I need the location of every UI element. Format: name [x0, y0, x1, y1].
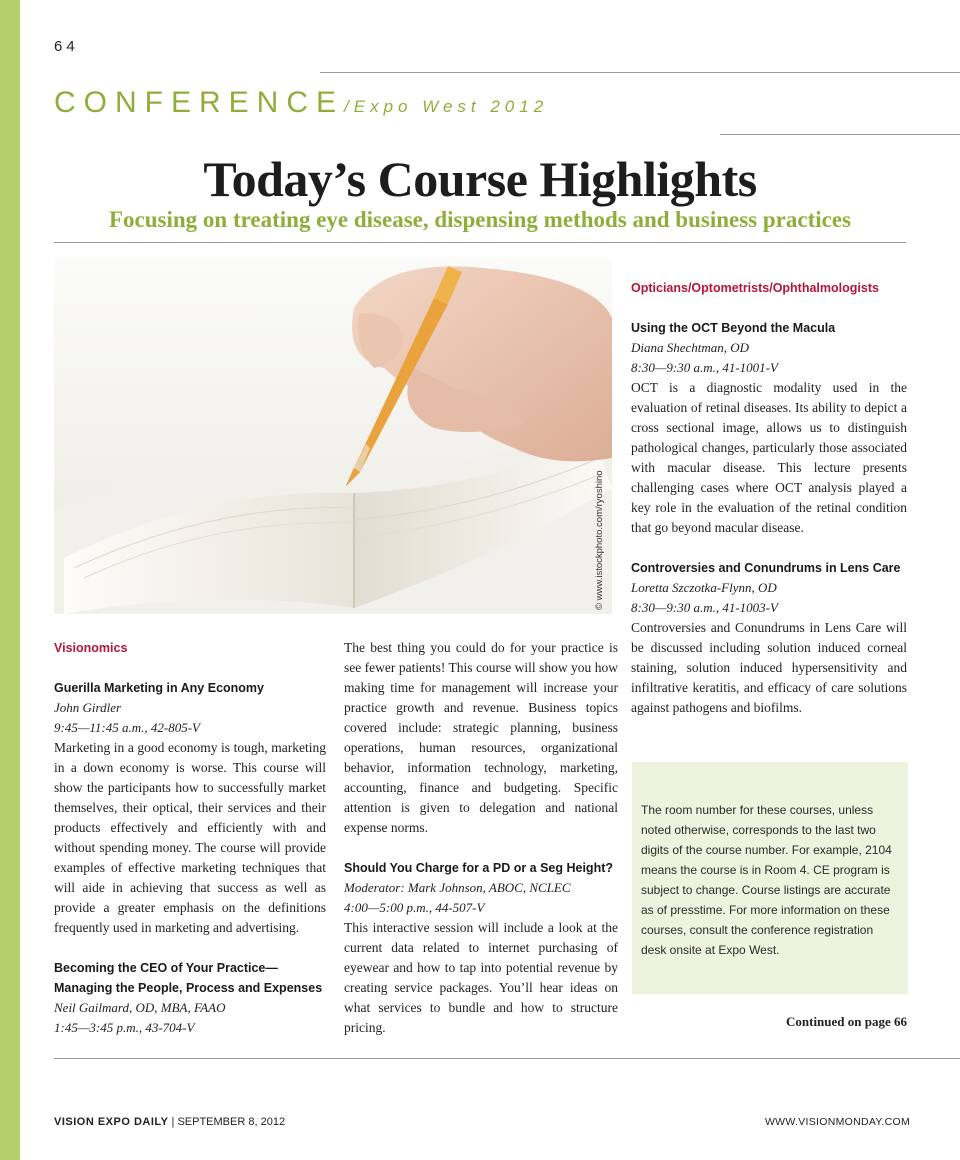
- footer-website: WWW.VISIONMONDAY.COM: [764, 1116, 910, 1128]
- course-author: Diana Shechtman, OD: [631, 340, 750, 355]
- column-middle: [344, 638, 618, 1038]
- course-author: Moderator: Mark Johnson, ABOC, NCLEC: [344, 880, 571, 895]
- publication-date: SEPTEMBER 8, 2012: [177, 1116, 286, 1128]
- course-description: This interactive session will include a look at the current data related to internet purchasing of eyewear and how to tap into potential revenue by creating service packages. You’ll hear ideas on what services to bundle and how to structure pricing.: [344, 920, 618, 1035]
- page-number: 64: [54, 38, 79, 55]
- course-time: 8:30—9:30 a.m., 41-1001-V: [631, 360, 778, 375]
- photo-credit: [594, 470, 608, 610]
- course-time: 8:30—9:30 a.m., 41-1003-V: [631, 600, 778, 615]
- course-description: OCT is a diagnostic modality used in the evaluation of retinal diseases. Its ability to depict a cross sectional image, allows us to distinguish pathological changes, particularly those associated with macular disease. This lecture presents challenging cases where OCT analysis played a key role in the evaluation of the retinal condition that go beyond macular disease.: [631, 380, 907, 535]
- course-author: Neil Gailmard, OD, MBA, FAAO: [54, 1000, 226, 1015]
- course-time: 9:45—11:45 a.m., 42-805-V: [54, 720, 200, 735]
- column-right: [631, 278, 907, 718]
- footer-separator: |: [168, 1116, 178, 1128]
- course-title: Guerilla Marketing in Any Economy: [54, 681, 264, 695]
- photo-illustration: [54, 258, 612, 614]
- footer-publication: [54, 1116, 285, 1128]
- course-time: 4:00—5:00 p.m., 44-507-V: [344, 900, 485, 915]
- course-title: Becoming the CEO of Your Practice—Managing the People, Process and Expenses: [54, 961, 323, 995]
- page-headline: Today’s Course Highlights: [203, 151, 757, 207]
- info-note-text: The room number for these courses, unless noted otherwise, corresponds to the last two digits of the course number. For example, 2104 means the course is in Room 4. CE program is subject to change. Course listings are accurate as of presstime. For more information on these courses, consult the conference registration desk onsite at Expo West.: [641, 803, 892, 957]
- hand-writing-photo: [54, 258, 612, 614]
- category-heading: Visionomics: [54, 641, 128, 655]
- course-title: Should You Charge for a PD or a Seg Height?: [344, 861, 614, 875]
- course-author: John Girdler: [54, 700, 122, 715]
- course-author: Loretta Szczotka-Flynn, OD: [631, 580, 777, 595]
- section-label: [54, 86, 548, 120]
- continued-link: Continued on page 66: [786, 1014, 907, 1029]
- publication-name: VISION EXPO DAILY: [54, 1116, 169, 1128]
- course-title: Using the OCT Beyond the Macula: [631, 321, 836, 335]
- info-note-box: [632, 762, 908, 994]
- bottom-divider: [54, 1058, 960, 1059]
- course-description: Marketing in a good economy is tough, marketing in a down economy is worse. This course will show the participants how to successfully market themselves, their optical, their services and their products effectively and efficiently with and without spending money. The course will provide examples of effective marketing techniques that will aide in achieving that success as well as provide a greater emphasis on the definitions frequently used in marketing and advertising.: [54, 740, 326, 935]
- course-time: 1:45—3:45 p.m., 43-704-V: [54, 1020, 195, 1035]
- subheadline-divider: [54, 242, 906, 243]
- section-main: CONFERENCE: [54, 86, 345, 119]
- course-description-continued: The best thing you could do for your practice is see fewer patients! This course will show you how making time for management will increase your practice growth and revenue. Business topics covered include: strategic planning, business operations, human resources, organizational behavior, information technology, marketing, accounting, finance and budgeting. Specific attention is given to delegation and national expense norms.: [344, 640, 618, 835]
- section-sub: /Expo West 2012: [344, 97, 549, 116]
- photo-credit-text: © www.istockphoto.com/ryoshino: [594, 470, 605, 610]
- course-title: Controversies and Conundrums in Lens Care: [631, 561, 901, 575]
- section-divider: [720, 134, 960, 135]
- course-description: Controversies and Conundrums in Lens Care will be discussed including solution induced corneal staining, solution induced hypersensitivity and infiltrative keratitis, and efficacy of care solutions against pathogens and biofilms.: [631, 620, 907, 715]
- column-left: [54, 638, 326, 1038]
- page-subheadline: Focusing on treating eye disease, dispensing methods and business practices: [108, 207, 852, 232]
- top-divider: [320, 72, 960, 73]
- category-heading: Opticians/Optometrists/Ophthalmologists: [631, 281, 879, 295]
